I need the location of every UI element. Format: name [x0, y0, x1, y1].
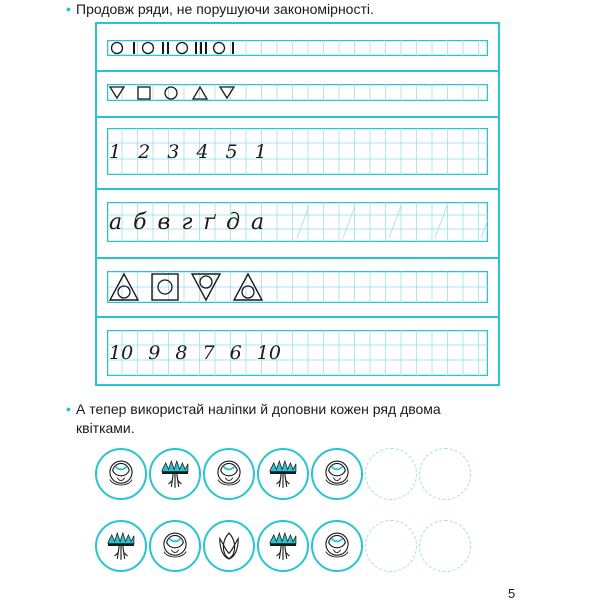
row-separator: [97, 188, 498, 190]
row-separator: [97, 70, 498, 72]
instruction-stickers: [66, 400, 476, 438]
instruction-continue-rows: [66, 0, 374, 19]
circle-shape: [214, 43, 225, 54]
pattern-row-letters: [107, 202, 488, 242]
triangle-down-shape: [110, 87, 124, 98]
pattern-row-shapes: [107, 84, 488, 101]
empty-sticker-slot[interactable]: [419, 520, 471, 572]
rose-icon: [95, 448, 147, 500]
empty-sticker-slot[interactable]: [419, 448, 471, 500]
row-separator: [97, 257, 498, 259]
cornflower-icon: [257, 520, 309, 572]
bar-shape: [200, 42, 202, 54]
circle-in-triangle-shape: [234, 274, 262, 300]
instruction-text: А тепер використай наліпки й доповни кожен ряд двома квітками.: [76, 401, 441, 436]
bar-shape: [205, 42, 207, 54]
instruction-text: Продовж ряди, не порушуючи закономірності.: [76, 1, 374, 17]
digit-sequence: 1 2 3 4 5 1: [109, 140, 268, 163]
rose-icon: [311, 520, 363, 572]
empty-sticker-slot[interactable]: [365, 520, 417, 572]
bullet-icon: •: [66, 401, 71, 417]
pattern-row-countdown: [107, 330, 488, 376]
rose-icon: [203, 448, 255, 500]
bullet-icon: •: [66, 1, 71, 17]
rose-icon: [149, 520, 201, 572]
pattern-row-digits: [107, 128, 488, 175]
square-shape: [138, 87, 150, 99]
circle-shape: [143, 43, 154, 54]
digit-sequence: 10 9 8 7 6 10: [109, 342, 281, 364]
pattern-row-circles-bars: [107, 40, 488, 56]
letter-sequence: а б в г ґ д а: [109, 209, 265, 235]
triangle-up-shape: [193, 87, 207, 99]
bar-shape: [162, 42, 164, 54]
circle-in-triangle-shape: [110, 274, 138, 300]
circle-shape: [165, 87, 177, 99]
empty-sticker-slot[interactable]: [365, 448, 417, 500]
circle-in-square-shape: [152, 274, 178, 300]
circle-shape: [112, 43, 123, 54]
cornflower-icon: [95, 520, 147, 572]
bar-shape: [133, 42, 135, 54]
bar-shape: [195, 42, 197, 54]
row-separator: [97, 316, 498, 318]
triangle-down-shape: [220, 87, 234, 98]
pattern-row-framed-shapes: [107, 271, 488, 303]
exercise-frame: [95, 22, 500, 386]
row-separator: [97, 116, 498, 118]
bar-shape: [167, 42, 169, 54]
circle-in-triangle-down-shape: [192, 274, 220, 300]
cornflower-icon: [149, 448, 201, 500]
circle-shape: [177, 43, 188, 54]
rose-icon: [311, 448, 363, 500]
page-number: 5: [508, 586, 516, 601]
bar-shape: [232, 42, 234, 54]
tulip-icon: [203, 520, 255, 572]
cornflower-icon: [257, 448, 309, 500]
